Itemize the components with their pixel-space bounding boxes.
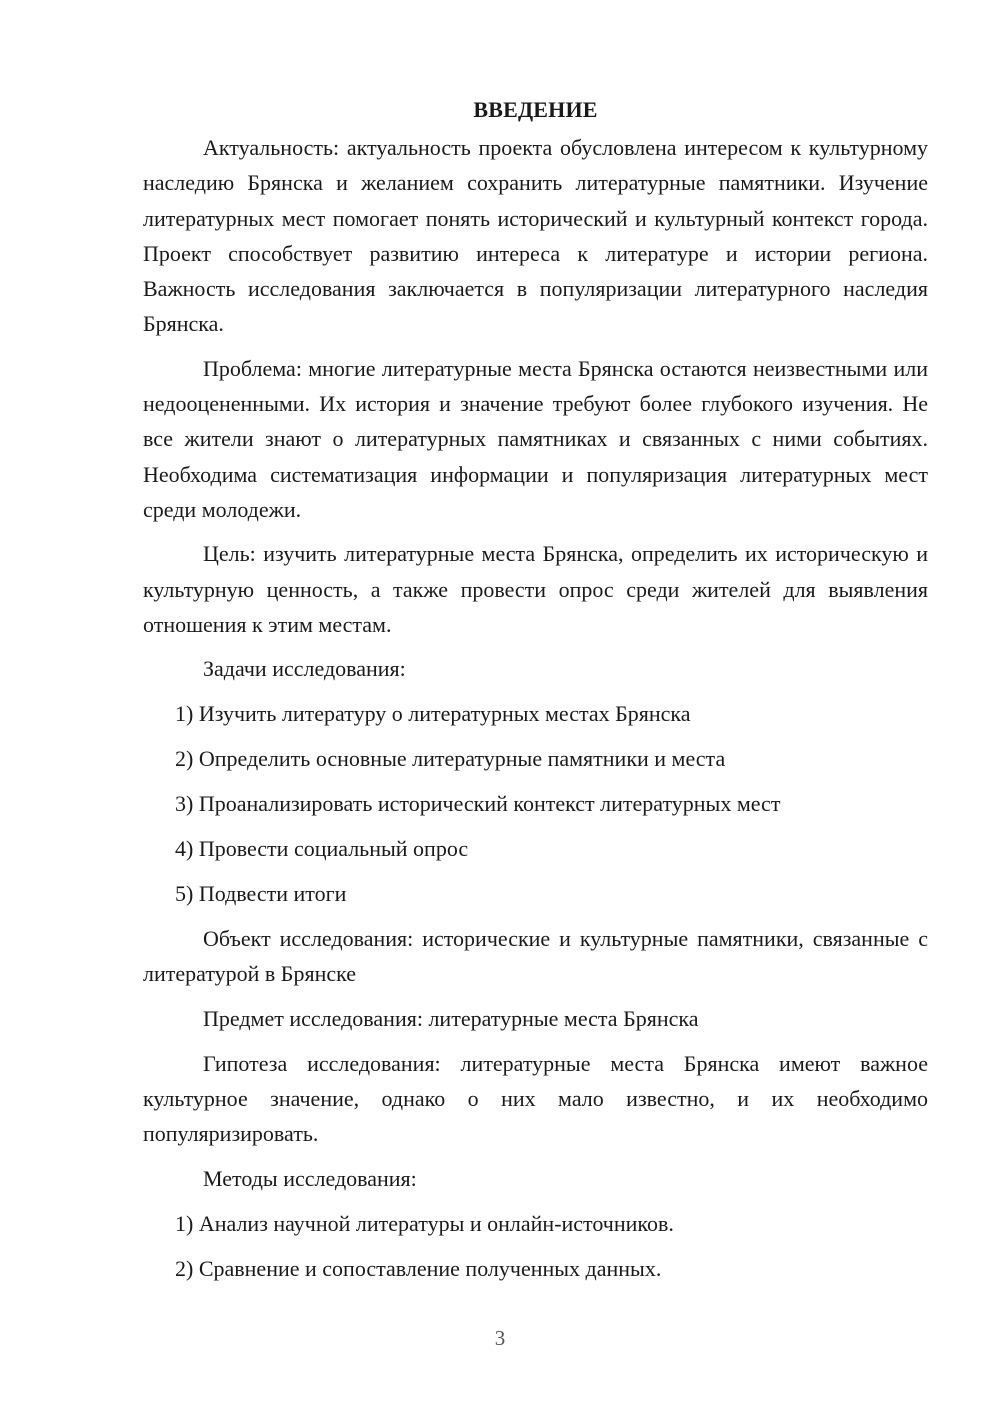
tasks-heading: Задачи исследования:	[203, 656, 406, 682]
relevance-paragraph: Актуальность: актуальность проекта обусловлена интересом к культурному наследию Брянска и желанием сохранить литературные памятники. Изучение литературных мест помогает понять исторический и культурный контекст города. Проект способствует развитию интереса к литературе и истории региона. Важность исследования заключается в популяризации литературного наследия Брянска.	[143, 135, 928, 337]
goal-paragraph: Цель: изучить литературные места Брянска, определить их историческую и культурную ценность, а также провести опрос среди жителей для выявления отношения к этим местам.	[143, 541, 928, 637]
methods-heading: Методы исследования:	[203, 1165, 417, 1191]
task-item: 5) Подвести итоги	[175, 881, 347, 907]
task-item: 4) Провести социальный опрос	[175, 836, 469, 862]
problem-paragraph: Проблема: многие литературные места Брянска остаются неизвестными или недооцененными. Их история и значение требуют более глубокого изучения. Не все жители знают о литературных памятниках и связанных с ними событиях. Необходима систематизация информации и популяризация литературных мест среди молодежи.	[143, 355, 928, 522]
subject-paragraph: Предмет исследования: литературные места Брянска	[203, 1005, 699, 1031]
page-number: 3	[494, 1326, 506, 1350]
hypothesis-paragraph: Гипотеза исследования: литературные места Брянска имеют важное культурное значение, однако о них мало известно, и их необходимо популяризировать.	[143, 1050, 928, 1147]
object-paragraph: Объект исследования: исторические и культурные памятники, связанные с литературой в Брянске	[143, 926, 928, 987]
section-title: ВВЕДЕНИЕ	[473, 97, 598, 122]
task-item: 3) Проанализировать исторический контекст литературных мест	[175, 791, 781, 817]
task-item: 1) Изучить литературу о литературных местах Брянска	[175, 701, 691, 727]
method-item: 1) Анализ научной литературы и онлайн-источников.	[175, 1210, 674, 1236]
document-page	[143, 92, 928, 1296]
method-item: 2) Сравнение и сопоставление полученных данных.	[175, 1255, 662, 1281]
task-item: 2) Определить основные литературные памятники и места	[175, 746, 726, 772]
